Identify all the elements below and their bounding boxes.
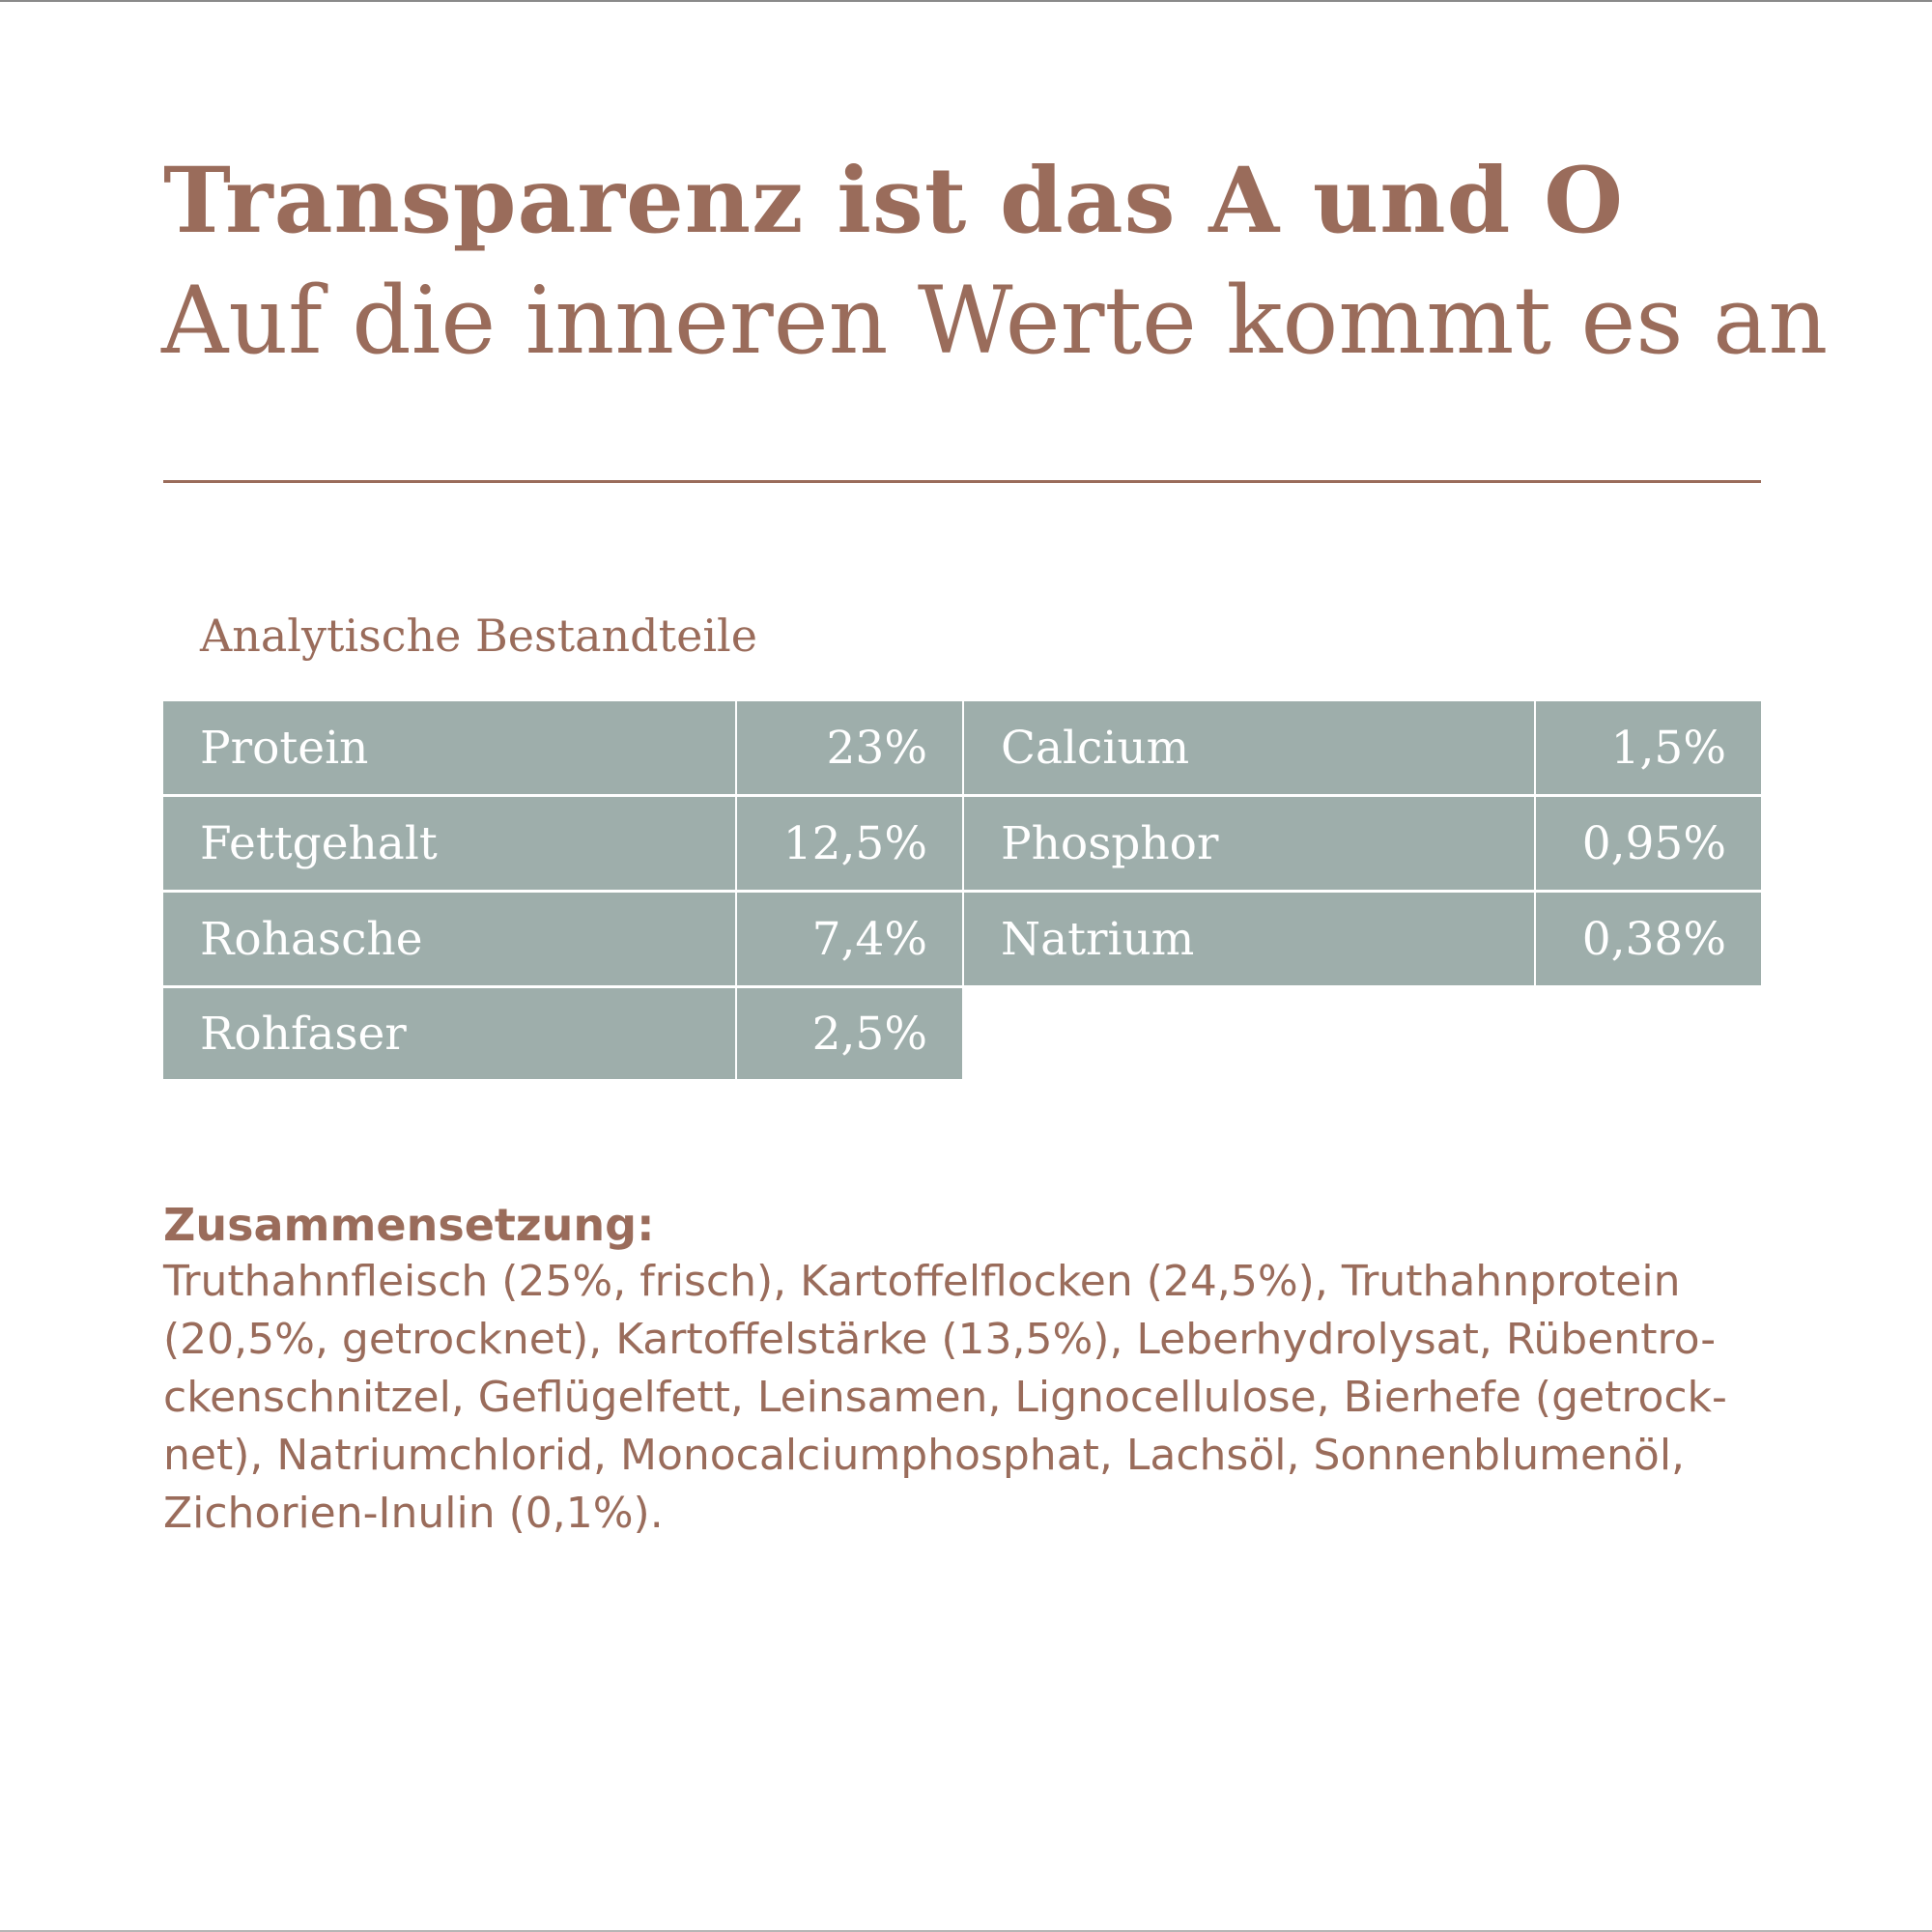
top-border-line	[0, 0, 1932, 2]
analysis-name-cell: Phosphor	[964, 797, 1534, 890]
analysis-value-cell: 2,5%	[737, 988, 962, 1079]
analysis-name-cell: Protein	[163, 701, 735, 794]
composition-line: Truthahnfleisch (25%, frisch), Kartoffelflocken (24,5%), Truthahnprotein	[163, 1257, 1681, 1306]
analysis-name-cell: Rohasche	[163, 893, 735, 985]
page-title: Transparenz ist das A und O	[163, 148, 1624, 254]
composition-heading: Zusammensetzung:	[163, 1199, 655, 1251]
analysis-value-cell: 0,38%	[1536, 893, 1761, 985]
analysis-name-cell: Fettgehalt	[163, 797, 735, 890]
section-divider	[163, 480, 1761, 483]
composition-line: Zichorien-Inulin (0,1%).	[163, 1489, 664, 1538]
analysis-name-cell: Rohfaser	[163, 988, 735, 1079]
composition-line: (20,5%, getrocknet), Kartoffelstärke (13,5%), Leberhydrolysat, Rübentro-	[163, 1315, 1717, 1364]
analysis-heading: Analytische Bestandteile	[200, 610, 757, 662]
composition-text	[163, 1253, 1727, 1543]
analysis-value-cell: 23%	[737, 701, 962, 794]
analysis-value-cell: 7,4%	[737, 893, 962, 985]
analysis-name-cell: Natrium	[964, 893, 1534, 985]
analysis-value-cell: 12,5%	[737, 797, 962, 890]
analysis-name-cell: Calcium	[964, 701, 1534, 794]
composition-line: ckenschnitzel, Geflügelfett, Leinsamen, Lignocellulose, Bierhefe (getrock-	[163, 1373, 1727, 1422]
analysis-value-cell: 0,95%	[1536, 797, 1761, 890]
composition-line: net), Natriumchlorid, Monocalciumphosphat, Lachsöl, Sonnenblumenöl,	[163, 1431, 1686, 1480]
page-subtitle: Auf die inneren Werte kommt es an	[161, 267, 1829, 375]
analysis-value-cell: 1,5%	[1536, 701, 1761, 794]
